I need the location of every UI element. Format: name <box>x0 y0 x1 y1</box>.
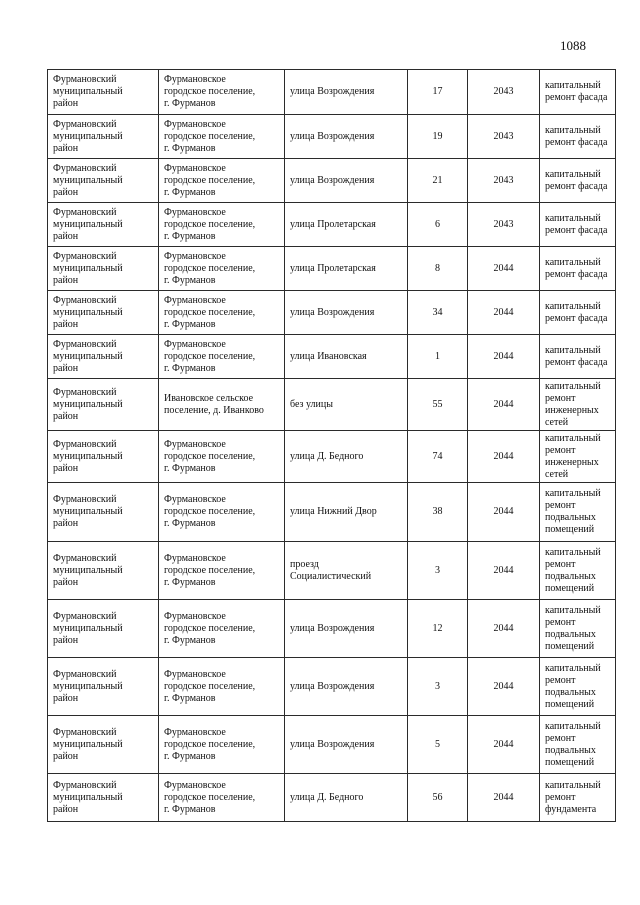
year-cell: 2044 <box>468 431 540 483</box>
cell-line: Фурмановский <box>53 726 117 738</box>
cell-line: муниципальный <box>53 564 123 576</box>
cell-line: Ивановское сельское <box>164 392 254 404</box>
cell-line: городское поселение, <box>164 564 256 576</box>
cell-line: капитальный <box>545 720 601 732</box>
cell-line: городское поселение, <box>164 680 256 692</box>
cell-line: Фурмановский <box>53 118 117 130</box>
cell-line: г. Фурманов <box>164 576 216 588</box>
year-cell: 2044 <box>468 716 540 774</box>
cell-line: улица Возрождения <box>290 130 375 142</box>
street-cell <box>285 658 408 716</box>
cell-line: ремонт <box>545 444 576 456</box>
street-cell <box>285 774 408 822</box>
cell-line: муниципальный <box>53 680 123 692</box>
cell-line: ремонт <box>545 392 576 404</box>
house-number-cell: 21 <box>408 159 468 203</box>
cell-line: ремонт <box>545 732 576 744</box>
cell-line: район <box>53 142 79 154</box>
cell-line: городское поселение, <box>164 738 256 750</box>
cell-line: Фурмановский <box>53 494 117 505</box>
cell-line: г. Фурманов <box>164 230 216 242</box>
table-row <box>48 658 616 716</box>
cell-line: капитальный <box>545 432 601 444</box>
cell-line: капитальный <box>545 779 601 791</box>
settlement-cell <box>159 774 285 822</box>
year-cell: 2043 <box>468 203 540 247</box>
cell-line: улица Возрождения <box>290 306 375 318</box>
cell-line: помещений <box>545 756 595 768</box>
cell-line: улица Д. Бедного <box>290 450 364 462</box>
cell-line: г. Фурманов <box>164 692 216 704</box>
street-cell <box>285 203 408 247</box>
cell-line: г. Фурманов <box>164 318 216 330</box>
cell-line: подвальных <box>545 570 596 582</box>
table-row <box>48 159 616 203</box>
cell-line: муниципальный <box>53 350 123 362</box>
cell-line: городское поселение, <box>164 174 256 186</box>
work-type-cell <box>540 658 616 716</box>
street-cell <box>285 115 408 159</box>
cell-line: улица Возрождения <box>290 680 375 692</box>
cell-line: помещений <box>545 698 595 710</box>
settlement-cell <box>159 335 285 379</box>
cell-line: улица Возрождения <box>290 86 375 97</box>
cell-line: сетей <box>545 416 569 428</box>
cell-line: район <box>53 98 79 109</box>
house-number-cell: 17 <box>408 70 468 115</box>
cell-line: Фурмановский <box>53 206 117 218</box>
cell-line: подвальных <box>545 686 596 698</box>
district-cell <box>48 431 159 483</box>
cell-line: муниципальный <box>53 791 123 803</box>
cell-line: городское поселение, <box>164 506 256 517</box>
cell-line: фундамента <box>545 803 597 815</box>
cell-line: муниципальный <box>53 450 123 462</box>
settlement-cell <box>159 483 285 542</box>
work-type-cell <box>540 483 616 542</box>
cell-line: Фурмановский <box>53 338 117 350</box>
cell-line: ремонт фасада <box>545 312 608 324</box>
cell-line: район <box>53 803 79 815</box>
cell-line: капитальный <box>545 380 601 392</box>
cell-line: улица Возрождения <box>290 738 375 750</box>
house-number-cell: 74 <box>408 431 468 483</box>
cell-line: улица Д. Бедного <box>290 791 364 803</box>
work-type-cell <box>540 716 616 774</box>
cell-line: Фурмановское <box>164 494 226 505</box>
cell-line: улица Пролетарская <box>290 218 376 230</box>
house-number-cell: 19 <box>408 115 468 159</box>
cell-line: городское поселение, <box>164 350 256 362</box>
year-cell: 2044 <box>468 379 540 431</box>
cell-line: г. Фурманов <box>164 142 216 154</box>
cell-line: Фурмановское <box>164 162 226 174</box>
cell-line: муниципальный <box>53 506 123 517</box>
cell-line: район <box>53 318 79 330</box>
street-cell <box>285 600 408 658</box>
house-number-cell: 5 <box>408 716 468 774</box>
cell-line: городское поселение, <box>164 218 256 230</box>
cell-line: капитальный <box>545 662 601 674</box>
settlement-cell <box>159 115 285 159</box>
work-type-cell <box>540 203 616 247</box>
table-row <box>48 542 616 600</box>
cell-line: подвальных <box>545 744 596 756</box>
cell-line: капитальный <box>545 80 601 91</box>
house-number-cell: 3 <box>408 658 468 716</box>
street-cell <box>285 70 408 115</box>
cell-line: Фурмановский <box>53 552 117 564</box>
cell-line: городское поселение, <box>164 262 256 274</box>
cell-line: район <box>53 274 79 286</box>
cell-line: район <box>53 462 79 474</box>
settlement-cell <box>159 247 285 291</box>
house-number-cell: 12 <box>408 600 468 658</box>
cell-line: муниципальный <box>53 738 123 750</box>
work-type-cell <box>540 70 616 115</box>
cell-line: улица Пролетарская <box>290 262 376 274</box>
capital-repair-table <box>47 69 616 822</box>
cell-line: Фурмановское <box>164 74 226 85</box>
table-row <box>48 291 616 335</box>
table-row <box>48 774 616 822</box>
settlement-cell <box>159 542 285 600</box>
cell-line: Фурмановское <box>164 206 226 218</box>
cell-line: городское поселение, <box>164 791 256 803</box>
cell-line: г. Фурманов <box>164 750 216 762</box>
district-cell <box>48 70 159 115</box>
cell-line: ремонт <box>545 674 576 686</box>
house-number-cell: 55 <box>408 379 468 431</box>
table-row <box>48 600 616 658</box>
cell-line: Фурмановское <box>164 610 226 622</box>
cell-line: инженерных <box>545 404 599 416</box>
district-cell <box>48 335 159 379</box>
cell-line: Фурмановский <box>53 779 117 791</box>
settlement-cell <box>159 716 285 774</box>
work-type-cell <box>540 600 616 658</box>
cell-line: муниципальный <box>53 306 123 318</box>
page-number: 1088 <box>560 38 586 53</box>
year-cell: 2044 <box>468 542 540 600</box>
cell-line: г. Фурманов <box>164 186 216 198</box>
cell-line: Социалистический <box>290 570 372 582</box>
street-cell <box>285 483 408 542</box>
cell-line: район <box>53 692 79 704</box>
cell-line: район <box>53 634 79 646</box>
cell-line: капитальный <box>545 546 601 558</box>
cell-line: подвальных <box>545 628 596 640</box>
settlement-cell <box>159 159 285 203</box>
cell-line: сетей <box>545 468 569 480</box>
cell-line: Фурмановское <box>164 118 226 130</box>
settlement-cell <box>159 600 285 658</box>
cell-line: улица Возрождения <box>290 622 375 634</box>
cell-line: капитальный <box>545 256 601 268</box>
cell-line: поселение, д. Иванково <box>164 404 264 416</box>
year-cell: 2043 <box>468 159 540 203</box>
cell-line: ремонт фасада <box>545 180 608 192</box>
cell-line: проезд <box>290 558 319 570</box>
district-cell <box>48 774 159 822</box>
cell-line: муниципальный <box>53 174 123 186</box>
cell-line: капитальный <box>545 124 601 136</box>
district-cell <box>48 716 159 774</box>
cell-line: Фурмановский <box>53 610 117 622</box>
table-row <box>48 115 616 159</box>
settlement-cell <box>159 431 285 483</box>
cell-line: Фурмановское <box>164 250 226 262</box>
house-number-cell: 8 <box>408 247 468 291</box>
street-cell <box>285 335 408 379</box>
settlement-cell <box>159 379 285 431</box>
cell-line: инженерных <box>545 456 599 468</box>
work-type-cell <box>540 379 616 431</box>
table-row <box>48 203 616 247</box>
district-cell <box>48 159 159 203</box>
work-type-cell <box>540 335 616 379</box>
cell-line: Фурмановский <box>53 294 117 306</box>
cell-line: Фурмановское <box>164 552 226 564</box>
cell-line: район <box>53 518 79 529</box>
cell-line: помещений <box>545 582 595 594</box>
cell-line: без улицы <box>290 398 333 410</box>
district-cell <box>48 291 159 335</box>
street-cell <box>285 431 408 483</box>
street-cell <box>285 159 408 203</box>
table-row <box>48 335 616 379</box>
cell-line: Фурмановское <box>164 294 226 306</box>
cell-line: городское поселение, <box>164 86 256 97</box>
cell-line: Фурмановский <box>53 162 117 174</box>
table-row <box>48 70 616 115</box>
district-cell <box>48 115 159 159</box>
district-cell <box>48 658 159 716</box>
cell-line: помещений <box>545 640 595 652</box>
street-cell <box>285 716 408 774</box>
cell-line: городское поселение, <box>164 450 256 462</box>
cell-line: Фурмановское <box>164 438 226 450</box>
year-cell: 2043 <box>468 115 540 159</box>
cell-line: муниципальный <box>53 218 123 230</box>
cell-line: ремонт фасада <box>545 136 608 148</box>
cell-line: Фурмановское <box>164 668 226 680</box>
house-number-cell: 1 <box>408 335 468 379</box>
year-cell: 2044 <box>468 658 540 716</box>
cell-line: район <box>53 576 79 588</box>
table-row <box>48 247 616 291</box>
house-number-cell: 38 <box>408 483 468 542</box>
cell-line: г. Фурманов <box>164 634 216 646</box>
cell-line: ремонт фасада <box>545 356 608 368</box>
cell-line: ремонт <box>545 791 576 803</box>
work-type-cell <box>540 774 616 822</box>
street-cell <box>285 247 408 291</box>
cell-line: г. Фурманов <box>164 98 216 109</box>
district-cell <box>48 247 159 291</box>
table-row <box>48 483 616 542</box>
cell-line: муниципальный <box>53 86 123 97</box>
table-row <box>48 716 616 774</box>
district-cell <box>48 542 159 600</box>
table-row <box>48 379 616 431</box>
cell-line: капитальный <box>545 344 601 356</box>
cell-line: ремонт <box>545 558 576 570</box>
cell-line: Фурмановское <box>164 726 226 738</box>
cell-line: ремонт <box>545 500 576 511</box>
street-cell <box>285 379 408 431</box>
cell-line: Фурмановский <box>53 250 117 262</box>
cell-line: ремонт фасада <box>545 224 608 236</box>
cell-line: Фурмановский <box>53 74 117 85</box>
cell-line: район <box>53 230 79 242</box>
cell-line: Фурмановский <box>53 438 117 450</box>
cell-line: г. Фурманов <box>164 518 216 529</box>
cell-line: район <box>53 750 79 762</box>
house-number-cell: 56 <box>408 774 468 822</box>
table-row <box>48 431 616 483</box>
cell-line: городское поселение, <box>164 130 256 142</box>
cell-line: капитальный <box>545 604 601 616</box>
work-type-cell <box>540 115 616 159</box>
cell-line: муниципальный <box>53 262 123 274</box>
cell-line: ремонт фасада <box>545 92 608 103</box>
cell-line: улица Нижний Двор <box>290 506 377 517</box>
settlement-cell <box>159 70 285 115</box>
cell-line: капитальный <box>545 488 601 499</box>
district-cell <box>48 600 159 658</box>
cell-line: район <box>53 186 79 198</box>
cell-line: городское поселение, <box>164 622 256 634</box>
cell-line: г. Фурманов <box>164 362 216 374</box>
district-cell <box>48 379 159 431</box>
cell-line: капитальный <box>545 168 601 180</box>
district-cell <box>48 203 159 247</box>
work-type-cell <box>540 291 616 335</box>
cell-line: Фурмановское <box>164 338 226 350</box>
year-cell: 2044 <box>468 335 540 379</box>
cell-line: муниципальный <box>53 130 123 142</box>
cell-line: муниципальный <box>53 398 123 410</box>
cell-line: муниципальный <box>53 622 123 634</box>
cell-line: капитальный <box>545 212 601 224</box>
house-number-cell: 3 <box>408 542 468 600</box>
work-type-cell <box>540 247 616 291</box>
house-number-cell: 34 <box>408 291 468 335</box>
settlement-cell <box>159 291 285 335</box>
work-type-cell <box>540 431 616 483</box>
cell-line: ремонт фасада <box>545 268 608 280</box>
year-cell: 2044 <box>468 774 540 822</box>
cell-line: Фурмановский <box>53 668 117 680</box>
work-type-cell <box>540 159 616 203</box>
cell-line: г. Фурманов <box>164 462 216 474</box>
house-number-cell: 6 <box>408 203 468 247</box>
cell-line: Фурмановский <box>53 386 117 398</box>
street-cell <box>285 291 408 335</box>
year-cell: 2044 <box>468 600 540 658</box>
cell-line: городское поселение, <box>164 306 256 318</box>
settlement-cell <box>159 203 285 247</box>
year-cell: 2044 <box>468 483 540 542</box>
street-cell <box>285 542 408 600</box>
cell-line: помещений <box>545 524 595 535</box>
cell-line: Фурмановское <box>164 779 226 791</box>
cell-line: ремонт <box>545 616 576 628</box>
cell-line: г. Фурманов <box>164 274 216 286</box>
district-cell <box>48 483 159 542</box>
settlement-cell <box>159 658 285 716</box>
year-cell: 2044 <box>468 291 540 335</box>
cell-line: подвальных <box>545 512 596 523</box>
cell-line: капитальный <box>545 300 601 312</box>
work-type-cell <box>540 542 616 600</box>
cell-line: улица Ивановская <box>290 350 367 362</box>
year-cell: 2043 <box>468 70 540 115</box>
cell-line: улица Возрождения <box>290 174 375 186</box>
year-cell: 2044 <box>468 247 540 291</box>
cell-line: район <box>53 410 79 422</box>
cell-line: г. Фурманов <box>164 803 216 815</box>
cell-line: район <box>53 362 79 374</box>
